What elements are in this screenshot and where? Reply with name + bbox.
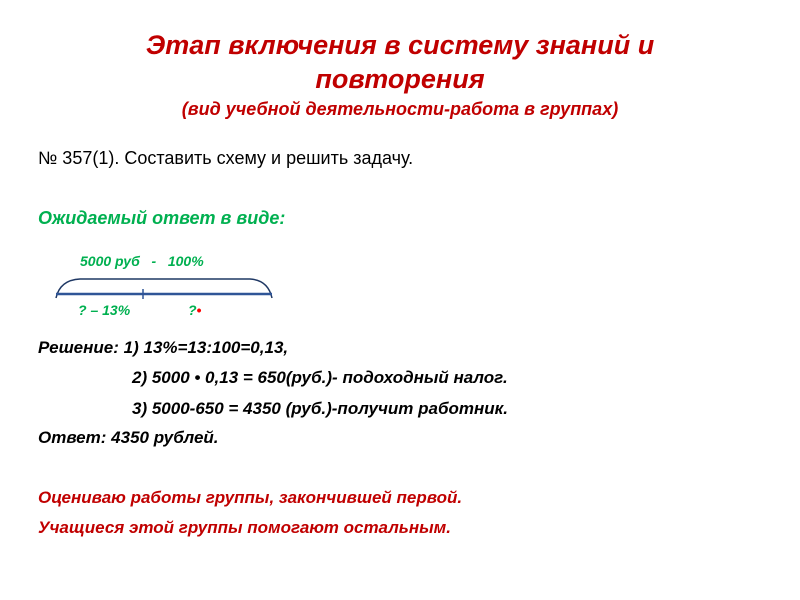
task-statement: № 357(1). Составить схему и решить задачу. (38, 148, 414, 168)
scheme-bottom-left-label: ? – 13% (78, 302, 131, 318)
title-line-1: Этап включения в систему знаний и (145, 30, 655, 60)
scheme-bottom-right-label (188, 302, 201, 318)
answer-line (38, 428, 219, 448)
answer-value: 4350 рублей. (111, 428, 219, 447)
expected-answer-label: Ожидаемый ответ в виде: (38, 208, 286, 228)
answer-label: Ответ: (38, 428, 107, 447)
evaluation-line-1: Оцениваю работы группы, закончившей первой. (38, 488, 463, 507)
slide-subtitle: (вид учебной деятельности-работа в группах) (181, 99, 619, 119)
multiply-dot: • (196, 302, 202, 318)
solution-step-1-text: 1) 13%=13:100=0,13, (123, 338, 289, 357)
title-line-2: повторения (315, 64, 485, 94)
question-mark: ? (188, 302, 197, 318)
scheme-top-label: 5000 руб - 100% (80, 253, 204, 269)
solution-step-1 (38, 338, 288, 358)
solution-label: Решение: (38, 338, 119, 357)
evaluation-line-2: Учащиеся этой группы помогают остальным. (38, 518, 451, 537)
solution-step-3: 3) 5000-650 = 4350 (руб.)-получит работник. (132, 399, 509, 418)
solution-step-2: 2) 5000 • 0,13 = 650(руб.)- подоходный налог. (132, 368, 508, 387)
